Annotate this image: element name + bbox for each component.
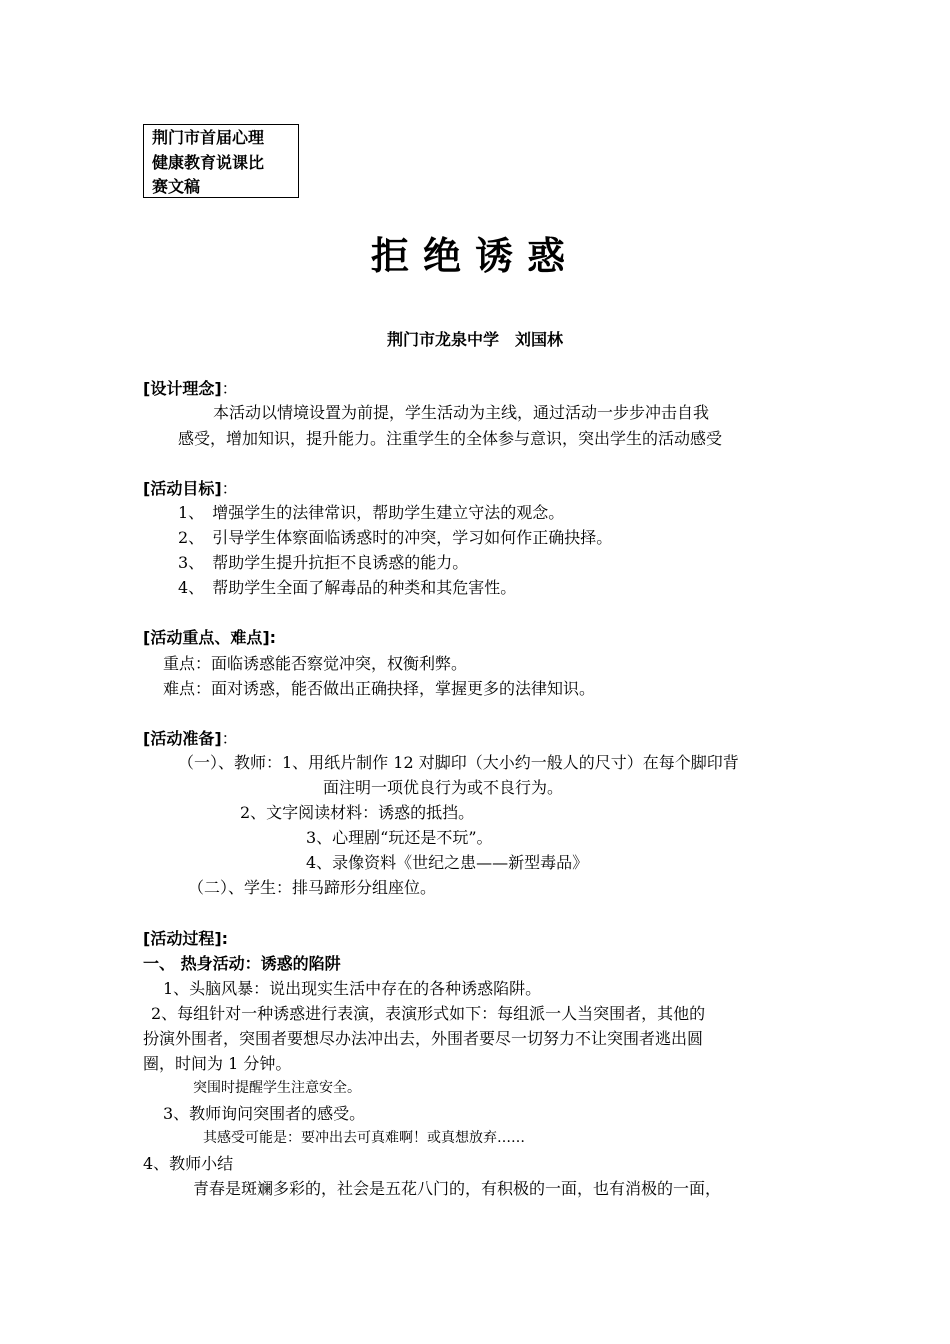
- paragraph-line: 3、教师询问突围者的感受。: [163, 1104, 366, 1123]
- paragraph-line: 3、心理剧“玩还是不玩”。: [306, 828, 493, 847]
- paragraph-line: 1、头脑风暴：说出现实生活中存在的各种诱惑陷阱。: [163, 979, 542, 998]
- paragraph-line: 本活动以情境设置为前提，学生活动为主线，通过活动一步步冲击自我: [213, 403, 710, 422]
- section-heading: [设计理念]: [143, 379, 222, 398]
- paragraph-line: 扮演外围者，突围者要想尽办法冲出去，外围者要尽一切努力不让突围者逃出圆: [143, 1029, 704, 1048]
- section-heading: [活动重点、难点]:: [143, 628, 277, 647]
- note-line: 其感受可能是：要冲出去可真难啊！或真想放弃……: [203, 1130, 525, 1146]
- paragraph-line: （一）、教师：1、用纸片制作 12 对脚印（大小约一般人的尺寸）在每个脚印背: [178, 753, 739, 772]
- section-heading: [活动准备]: [143, 729, 222, 748]
- list-number: 2、: [178, 528, 205, 547]
- prep-heading-row: [143, 726, 238, 749]
- contest-label-line: 荆门市首届心理: [152, 128, 265, 147]
- design-heading-row: [143, 376, 238, 399]
- goals-heading-row: [143, 476, 238, 499]
- paragraph-line: 2、每组针对一种诱惑进行表演，表演形式如下：每组派一人当突围者，其他的: [151, 1004, 706, 1023]
- paragraph-line: 感受，增加知识，提升能力。注重学生的全体参与意识，突出学生的活动感受: [178, 429, 723, 448]
- heading-colon: ：: [221, 479, 238, 498]
- paragraph-line: （二）、学生：排马蹄形分组座位。: [188, 878, 437, 897]
- list-item: [178, 500, 564, 523]
- paragraph-line: 难点：面对诱惑，能否做出正确抉择，掌握更多的法律知识。: [163, 679, 596, 698]
- heading-colon: ：: [221, 379, 238, 398]
- contest-label-line: 赛文稿: [152, 177, 201, 196]
- contest-label-line: 健康教育说课比: [152, 152, 265, 172]
- list-text: 帮助学生提升抗拒不良诱惑的能力。: [212, 553, 469, 572]
- contest-label-box: [143, 124, 299, 198]
- paragraph-line: 4、教师小结: [143, 1154, 234, 1173]
- paragraph-line: 圈，时间为 1 分钟。: [143, 1054, 292, 1073]
- list-number: 3、: [178, 553, 205, 572]
- list-text: 引导学生体察面临诱惑时的冲突，学习如何作正确抉择。: [212, 528, 613, 547]
- list-item: [178, 550, 468, 573]
- subsection-heading: 一、 热身活动：诱惑的陷阱: [143, 954, 341, 973]
- paragraph-line: 青春是斑斓多彩的，社会是五花八门的，有积极的一面，也有消极的一面，: [193, 1179, 722, 1198]
- paragraph-line: 4、录像资料《世纪之患——新型毒品》: [306, 853, 589, 872]
- paragraph-line: 2、文字阅读材料：诱惑的抵挡。: [240, 803, 475, 822]
- section-heading: [活动过程]:: [143, 929, 229, 948]
- list-item: [178, 575, 516, 598]
- list-item: [178, 525, 612, 548]
- paragraph-line: 重点：面临诱惑能否察觉冲突，权衡利弊。: [163, 654, 468, 673]
- list-number: 4、: [178, 578, 205, 597]
- section-heading: [活动目标]: [143, 479, 222, 498]
- heading-colon: ：: [221, 729, 238, 748]
- list-number: 1、: [178, 503, 205, 522]
- document-title: 拒绝诱惑: [370, 234, 579, 278]
- paragraph-line: 面注明一项优良行为或不良行为。: [323, 778, 564, 797]
- list-text: 帮助学生全面了解毒品的种类和其危害性。: [212, 578, 517, 597]
- note-line: 突围时提醒学生注意安全。: [193, 1080, 361, 1096]
- list-text: 增强学生的法律常识，帮助学生建立守法的观念。: [212, 503, 565, 522]
- author-line: 荆门市龙泉中学 刘国林: [386, 330, 563, 349]
